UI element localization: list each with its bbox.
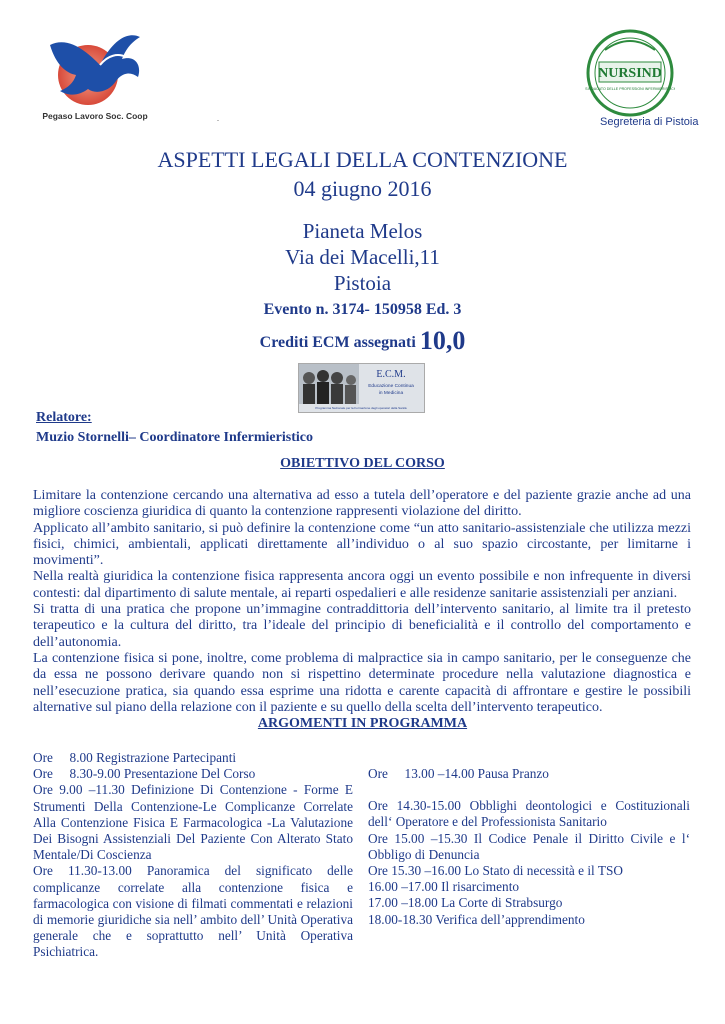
programma-left-column	[33, 750, 353, 961]
list-item: Ore 9.00 –11.30 Definizione Di Contenzione - Forme E Strumenti Della Contenzione-Le Complicanze Correlate Alla Contenzione Fisica E Farmacologica -La Valutazione Dei Bisogni Assistenziali Del Paziente Con Alterato Stato Mentale/Di Coscienza	[33, 782, 353, 863]
relatore-label: Relatore:	[36, 410, 92, 425]
small-dot: .	[217, 114, 219, 123]
nursind-text: NURSIND	[598, 66, 662, 81]
paragraph: Si tratta di una pratica che propone un’immagine contraddittoria dell’intervento sanitario, al limite tra il pretesto terapeutico e la cultura del diritto, tra l’ideale del principio di beneficialità e il controllo del comportamento e dell’autonomia.	[33, 602, 691, 650]
paragraph: Applicato all’ambito sanitario, si può definire la contenzione come “un atto sanitario-assistenziale che utilizza mezzi fisici, chimici, ambientali, applicati direttamente all’individuo o al suo spazio circostante, per limitarne i movimenti”.	[33, 520, 691, 569]
list-item: Ore 15.00 –15.30 Il Codice Penale il Diritto Civile e l‘ Obbligo di Denuncia	[368, 830, 690, 862]
nursind-logo	[585, 28, 675, 118]
ecm-people-icon	[299, 364, 424, 412]
list-item: Ore 8.30-9.00 Presentazione Del Corso	[33, 766, 256, 782]
list-item: 18.00-18.30 Verifica dell’apprendimento	[368, 911, 585, 927]
list-item: Ore 11.30-13.00 Panoramica del significato delle complicanze correlate alla contenzione fisica e farmacologica con visione di filmati commentati e relazioni di memorie giuridiche sia nell’ ambito dell’ Unità Operativa generale che e soprattutto nell’ Unità Operativa Psichiatrica.	[33, 863, 353, 960]
list-item: 17.00 –18.00 La Corte di Strabsurgo	[368, 895, 563, 911]
segreteria-label: Segreteria di Pistoia	[600, 116, 699, 128]
relatore-name: Muzio Stornelli– Coordinatore Infermieristico	[36, 430, 313, 445]
nursind-seal-icon	[585, 28, 675, 118]
obiettivo-heading: OBIETTIVO DEL CORSO	[280, 456, 445, 471]
programma-right-column	[368, 766, 690, 928]
venue-city: Pistoia	[333, 271, 392, 295]
venue-street: Via dei Macelli,11	[285, 245, 440, 269]
list-item: Ore 15.30 –16.00 Lo Stato di necessità e il TSO	[368, 863, 623, 879]
paragraph: Nella realtà giuridica la contenzione fisica rappresenta ancora oggi un evento possibile e non infrequente in diversi contesti: dal dipartimento di salute mentale, ai reparti ospedalieri e alle residenze sanitarie assistenziali per anziani.	[33, 569, 691, 601]
venue-name: Pianeta Melos	[302, 219, 423, 243]
paragraph: Limitare la contenzione cercando una alternativa ad esso a tutela dell’operatore e del paziente grazie anche ad una migliore coscienza giuridica di quanto la contenzione rappresenti violazione del diritto.	[33, 488, 691, 520]
ecm-title: E.C.M.	[376, 369, 406, 380]
venue-block	[0, 218, 725, 296]
nursind-subtext: IL SINDACATO DELLE PROFESSIONI INFERMIERISTICHE	[585, 87, 675, 91]
credits-label: Crediti ECM assegnati	[259, 334, 416, 351]
evento-number: Evento n. 3174- 150958 Ed. 3	[263, 301, 462, 318]
event-title: ASPETTI LEGALI DELLA CONTENZIONE	[157, 147, 568, 172]
pegaso-horse-icon	[30, 25, 160, 111]
event-date: 04 giugno 2016	[293, 176, 432, 201]
programma-heading: ARGOMENTI IN PROGRAMMA	[257, 716, 468, 731]
list-item: Ore 14.30-15.00 Obblighi deontologici e Costituzionali dell‘ Operatore e del Professionista Sanitario	[368, 798, 690, 830]
pegaso-logo	[30, 25, 160, 130]
ecm-line2: in Medicina	[378, 391, 404, 396]
list-item: Ore 13.00 –14.00 Pausa Pranzo	[368, 766, 549, 781]
ecm-badge	[298, 363, 425, 413]
ecm-line1: Educazione Continua	[368, 384, 414, 389]
list-item: Ore 8.00 Registrazione Partecipanti	[33, 750, 237, 765]
paragraph: La contenzione fisica si pone, inoltre, come problema di malpractice sia in campo sanitario, per le conseguenze che da essa ne possono derivare quando non si rispettino determinate procedure nella valutazione diagnostica e nell’esecuzione pratica, sia quando essa esprime una ridotta e carente capacità di affrontare e gestire le possibili alternative sul piano della relazione con il paziente e su quello della scelta dell’intervento terapeutico.	[33, 650, 691, 715]
credits-line	[0, 326, 725, 356]
ecm-footer: Programma Nazionale per la Formazione degli operatori della Sanità	[315, 406, 407, 410]
pegaso-caption: Pegaso Lavoro Soc. Coop	[42, 111, 148, 121]
credits-value: 10,0	[419, 326, 466, 355]
obiettivo-body	[33, 488, 691, 716]
list-item: 16.00 –17.00 Il risarcimento	[368, 879, 520, 895]
